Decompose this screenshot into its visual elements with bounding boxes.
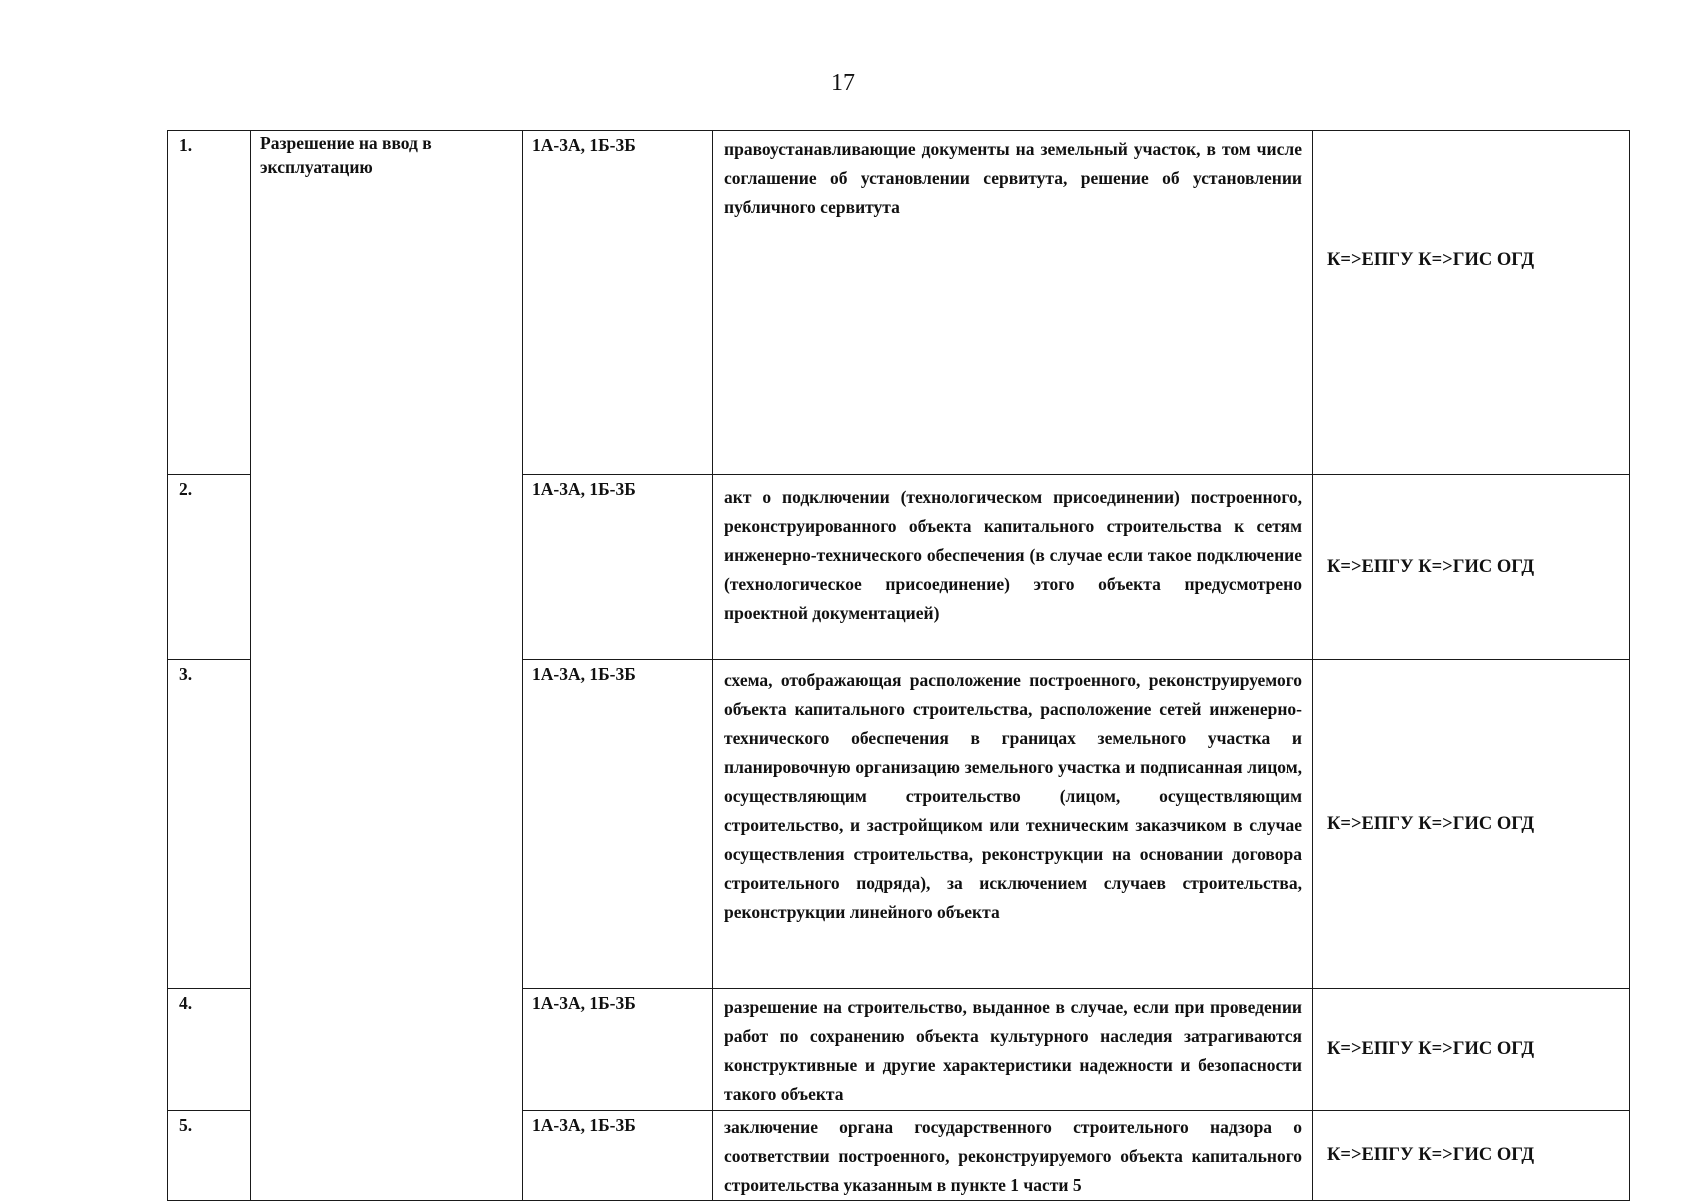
- channel-cell: К=>ЕПГУ К=>ГИС ОГД: [1313, 131, 1630, 475]
- row-number-cell: 2.: [168, 475, 251, 660]
- channel-cell: К=>ЕПГУ К=>ГИС ОГД: [1313, 1111, 1630, 1201]
- category-cell: 1А-3А, 1Б-3Б: [523, 1111, 713, 1201]
- category-cell: 1А-3А, 1Б-3Б: [523, 475, 713, 660]
- service-name-cell: Разрешение на ввод в эксплуатацию: [251, 131, 523, 1201]
- category-cell: 1А-3А, 1Б-3Б: [523, 131, 713, 475]
- requirement-cell: акт о подключении (технологическом присоединении) построенного, реконструированного объекта капитального строительства к сетям инженерно-технического обеспечения (в случае если такое подключение (технологическое присоединение) этого объекта предусмотрено проектной документацией): [713, 475, 1313, 660]
- table-row: [168, 131, 1630, 475]
- channel-cell: К=>ЕПГУ К=>ГИС ОГД: [1313, 660, 1630, 989]
- page-number: 17: [831, 70, 855, 96]
- requirements-table: [167, 130, 1630, 1201]
- requirement-cell: правоустанавливающие документы на земельный участок, в том числе соглашение об установлении сервитута, решение об установлении публичного сервитута: [713, 131, 1313, 475]
- requirement-cell: схема, отображающая расположение построенного, реконструируемого объекта капитального строительства, расположение сетей инженерно-технического обеспечения в границах земельного участка и планировочную организацию земельного участка и подписанная лицом, осуществляющим строительство (лицом, осуществляющим строительство, и застройщиком или техническим заказчиком в случае осуществления строительства, реконструкции на основании договора строительного подряда), за исключением случаев строительства, реконструкции линейного объекта: [713, 660, 1313, 989]
- row-number-cell: 1.: [168, 131, 251, 475]
- row-number-cell: 3.: [168, 660, 251, 989]
- channel-cell: К=>ЕПГУ К=>ГИС ОГД: [1313, 475, 1630, 660]
- requirement-cell: разрешение на строительство, выданное в случае, если при проведении работ по сохранению объекта культурного наследия затрагиваются конструктивные и другие характеристики надежности и безопасности такого объекта: [713, 989, 1313, 1111]
- row-number-cell: 4.: [168, 989, 251, 1111]
- category-cell: 1А-3А, 1Б-3Б: [523, 660, 713, 989]
- requirement-cell: заключение органа государственного строительного надзора о соответствии построенного, реконструируемого объекта капитального строительства указанным в пункте 1 части 5: [713, 1111, 1313, 1201]
- row-number-cell: 5.: [168, 1111, 251, 1201]
- category-cell: 1А-3А, 1Б-3Б: [523, 989, 713, 1111]
- channel-cell: К=>ЕПГУ К=>ГИС ОГД: [1313, 989, 1630, 1111]
